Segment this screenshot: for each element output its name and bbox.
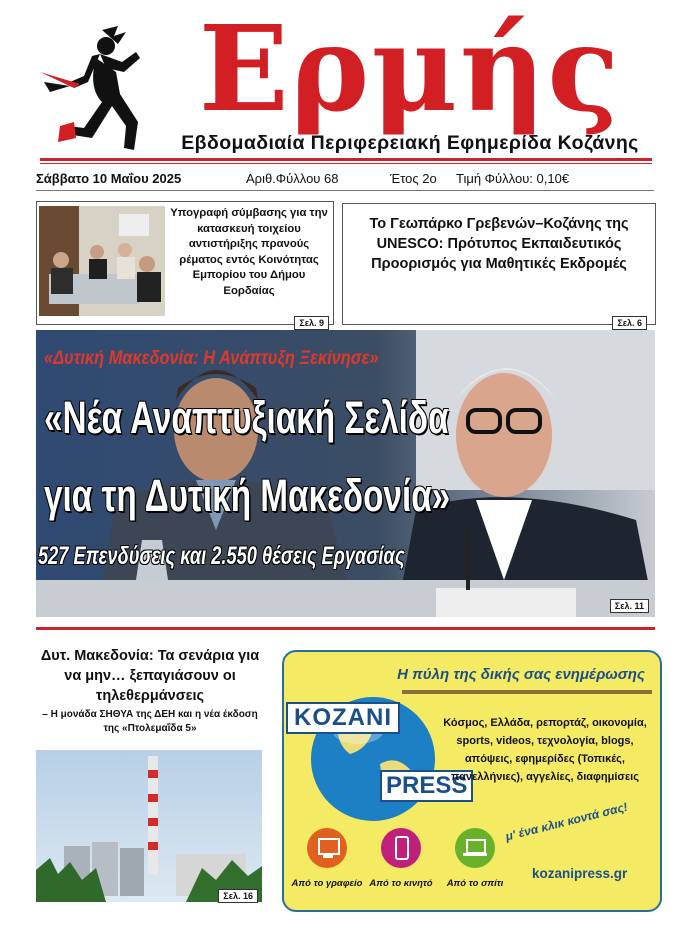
laptop-icon (455, 828, 495, 868)
issue-sheet-number: Αριθ.Φύλλου 68 (246, 171, 339, 186)
hero-story[interactable] (36, 330, 655, 617)
page-reference: Σελ. 11 (610, 599, 649, 613)
kozanipress-ad[interactable] (282, 650, 662, 912)
ad-url[interactable]: kozanipress.gr (532, 866, 628, 881)
section-rule (36, 627, 655, 630)
ad-brand-bottom: PRESS (380, 770, 473, 802)
story-title: Δυτ. Μακεδονία: Τα σενάρια για να μην… ξεπαγιάσουν οι τηλεθερμάνσεις (40, 648, 260, 704)
ad-topics: Κόσμος, Ελλάδα, ρεπορτάζ, οικονομία, sports, videos, τεχνολογία, blogs, απόψεις, εφημερίδες (Τοπικές, πανελλήνιες), αγγελίες, διαφημίσεις (443, 717, 647, 783)
issue-year: Έτος 2ο (390, 171, 437, 186)
masthead-rule-thin (40, 163, 652, 164)
power-plant-photo (36, 750, 262, 902)
ad-brand-top: KOZANI (286, 702, 400, 734)
mobile-phone-icon (381, 828, 421, 868)
ad-item-label: Από το σπίτι (446, 878, 504, 889)
story-bottom-left[interactable] (36, 646, 264, 736)
infobar-rule (36, 190, 654, 191)
hero-subhead: 527 Επενδύσεις και 2.550 θέσεις Εργασίας (38, 542, 405, 570)
hermes-logo (40, 22, 160, 162)
ad-slogan: μ' ένα κλικ κοντά σας! (504, 799, 630, 844)
issue-price: Τιμή Φύλλου: 0,10€ (456, 171, 570, 186)
ad-item-office (290, 828, 364, 889)
page-reference: Σελ. 9 (294, 316, 329, 330)
story-subtitle: – Η μονάδα ΣΗΘΥΑ της ΔΕΗ και η νέα έκδοση της «Πτολεμαΐδα 5» (42, 709, 258, 734)
ad-item-label: Από το γραφείο (291, 878, 363, 889)
power-plant-photo-frame (36, 750, 262, 902)
hero-headline-line1: «Νέα Αναπτυξιακή Σελίδα (44, 392, 449, 443)
story-title: Υπογραφή σύμβασης για την κατασκευή τοιχείου αντιστήριξης πρανούς ρέματος εντός Κοινότητας Εμπορίου του Δήμου Εορδαίας (170, 207, 328, 297)
issue-info-bar (36, 169, 654, 189)
hero-kicker: «Δυτική Μακεδονία: Η Ανάπτυξη Ξεκίνησε» (44, 348, 379, 369)
masthead-rule (40, 158, 652, 161)
newspaper-title: Ερμής (198, 0, 622, 138)
ad-tagline: Η πύλη της δικής σας ενημέρωσης (397, 666, 645, 683)
story-box-right[interactable] (342, 203, 656, 328)
meeting-photo (39, 206, 165, 316)
ad-item-home (438, 828, 512, 889)
ad-item-label: Από το κινητό (369, 878, 433, 889)
newspaper-subtitle: Εβδομαδιαία Περιφερειακή Εφημερίδα Κοζάνης (181, 132, 639, 154)
page-reference: Σελ. 6 (612, 316, 647, 330)
issue-date: Σάββατο 10 Μαΐου 2025 (36, 171, 182, 186)
story-title: Το Γεωπάρκο Γρεβενών–Κοζάνης της UNESCO: Πρότυπος Εκπαιδευτικός Προορισμός για Μαθητικές Εκδρομές (369, 216, 629, 272)
computer-icon (307, 828, 347, 868)
ad-item-mobile (364, 828, 438, 889)
hero-headline-line2: για τη Δυτική Μακεδονία» (44, 470, 451, 521)
story-box-left[interactable] (36, 201, 334, 328)
page-reference: Σελ. 16 (218, 889, 258, 903)
